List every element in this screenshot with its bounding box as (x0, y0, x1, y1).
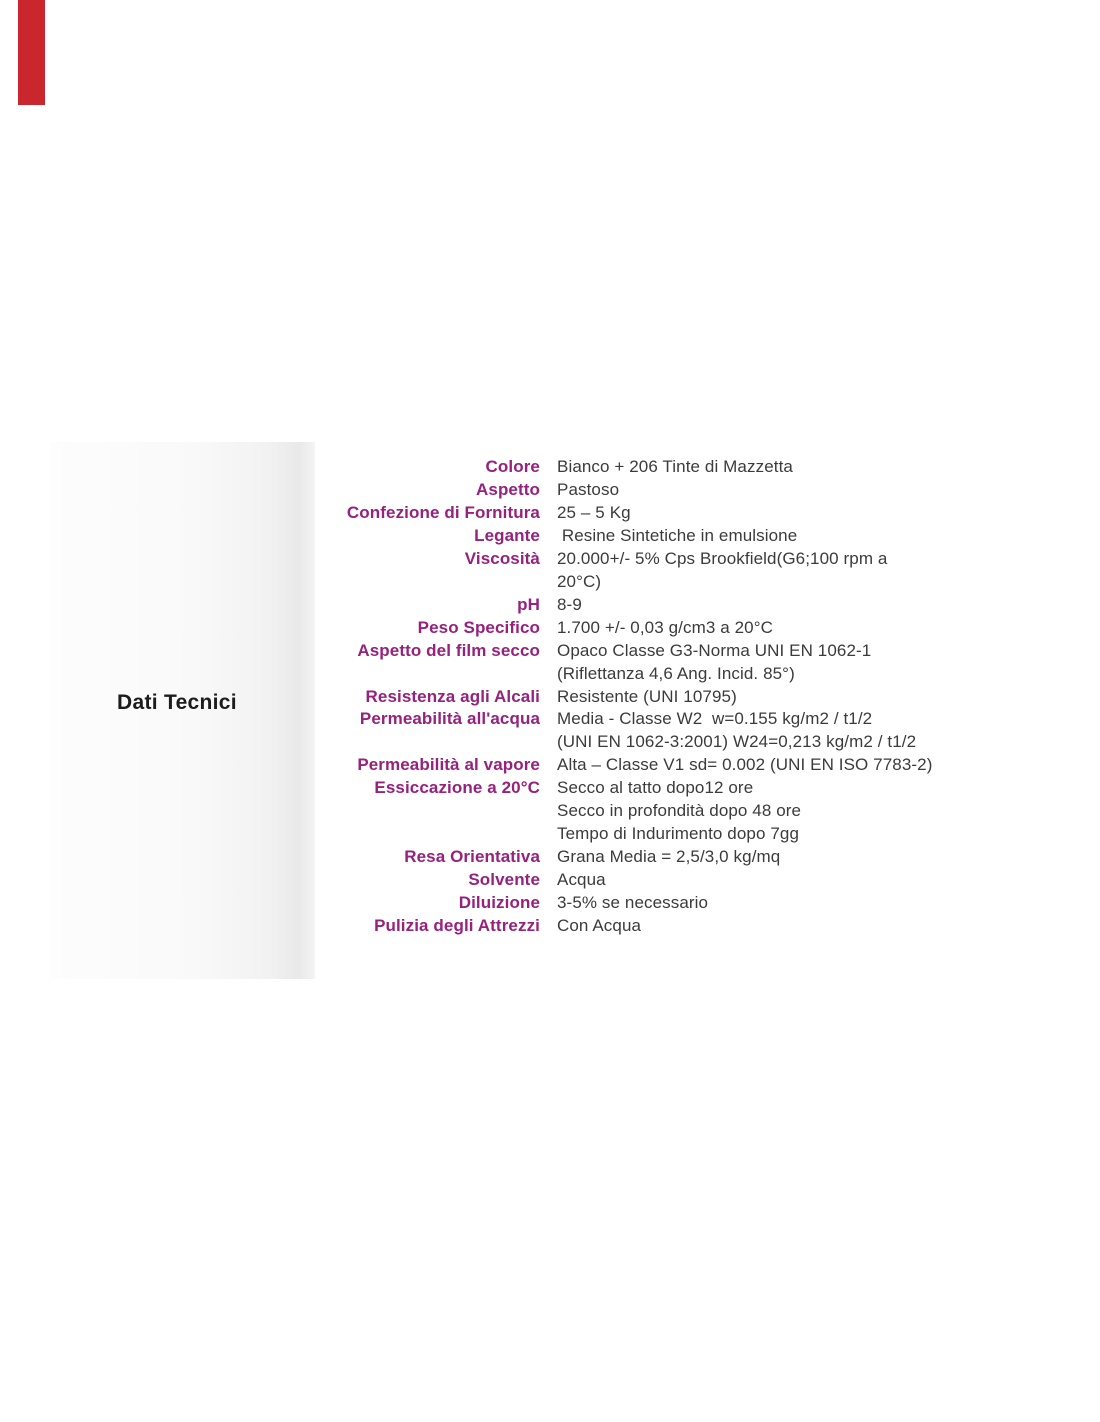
row-value-line: Bianco + 206 Tinte di Mazzetta (557, 457, 793, 476)
row-values (557, 708, 916, 754)
row-value-line: 25 – 5 Kg (557, 502, 631, 522)
row-value-line: Secco al tatto dopo12 ore (557, 778, 754, 798)
row-value-line: 8-9 (557, 594, 582, 614)
row-value-line: (Riflettanza 4,6 Ang. Incid. 85°) (557, 663, 795, 683)
row-value-line: Acqua (557, 870, 606, 890)
row-value-line: 20.000+/- 5% Cps Brookfield(G6;100 rpm a (557, 548, 888, 568)
table-row (330, 640, 932, 686)
table-row (330, 525, 932, 548)
row-value-line: Alta – Classe V1 sd= 0.002 (UNI EN ISO 7783-2) (557, 755, 933, 775)
row-value-line: Secco in profondità dopo 48 ore (557, 801, 802, 821)
row-label: Legante (474, 525, 540, 545)
table-row (330, 846, 932, 869)
row-label: Aspetto (476, 479, 540, 499)
row-value-line: 1.700 +/- 0,03 g/cm3 a 20°C (557, 617, 773, 637)
row-label: Peso Specifico (417, 617, 540, 637)
table-row (330, 892, 932, 915)
row-label: Viscosità (464, 548, 540, 568)
row-values (557, 548, 887, 594)
table-row (330, 548, 932, 594)
row-label: Permeabilità all'acqua (359, 709, 540, 729)
row-value-line: Grana Media = 2,5/3,0 kg/mq (557, 847, 781, 867)
row-values (557, 846, 780, 869)
row-value-line: Resine Sintetiche in emulsione (557, 525, 798, 545)
row-value-line: Tempo di Indurimento dopo 7gg (557, 824, 800, 844)
row-label: Colore (485, 457, 540, 476)
table-row (330, 754, 932, 777)
row-label: Solvente (468, 870, 540, 890)
row-value-line: 3-5% se necessario (557, 893, 709, 913)
row-value-line: Resistente (UNI 10795) (557, 686, 737, 706)
table-row (330, 708, 932, 754)
row-values (557, 617, 773, 640)
row-value-line: Pastoso (557, 479, 620, 499)
row-values (557, 525, 797, 548)
technical-data-table (330, 456, 932, 938)
row-value-line: (UNI EN 1062-3:2001) W24=0,213 kg/m2 / t1/2 (557, 732, 917, 752)
table-row (330, 594, 932, 617)
table-row (330, 617, 932, 640)
row-label: Pulizia degli Attrezzi (374, 916, 540, 936)
row-value-line: Opaco Classe G3-Norma UNI EN 1062-1 (557, 640, 872, 660)
section-title: Dati Tecnici (117, 691, 237, 714)
table-row (330, 456, 932, 479)
row-label: Aspetto del film secco (357, 640, 540, 660)
table-row (330, 479, 932, 502)
row-values (557, 502, 631, 525)
row-label: Resistenza agli Alcali (365, 686, 540, 706)
row-values (557, 777, 801, 846)
row-values (557, 915, 641, 938)
row-values (557, 456, 793, 479)
row-values (557, 479, 619, 502)
table-row (330, 915, 932, 938)
row-value-line: 20°C) (557, 571, 602, 591)
row-values (557, 640, 871, 686)
table-row (330, 686, 932, 709)
row-label: Permeabilità al vapore (357, 755, 540, 775)
red-accent-bar (18, 0, 45, 105)
row-values (557, 686, 737, 709)
row-label: Diluizione (458, 893, 540, 913)
table-row (330, 869, 932, 892)
row-label: Resa Orientativa (404, 847, 540, 867)
row-label: pH (517, 594, 540, 614)
row-values (557, 594, 582, 617)
table-row (330, 777, 932, 846)
table-row (330, 502, 932, 525)
row-value-line: Con Acqua (557, 916, 642, 936)
section-panel (50, 442, 315, 979)
row-label: Essiccazione a 20°C (374, 778, 540, 798)
row-label: Confezione di Fornitura (346, 502, 540, 522)
row-values (557, 869, 606, 892)
row-value-line: Media - Classe W2 w=0.155 kg/m2 / t1/2 (557, 709, 873, 729)
row-values (557, 754, 932, 777)
row-values (557, 892, 708, 915)
